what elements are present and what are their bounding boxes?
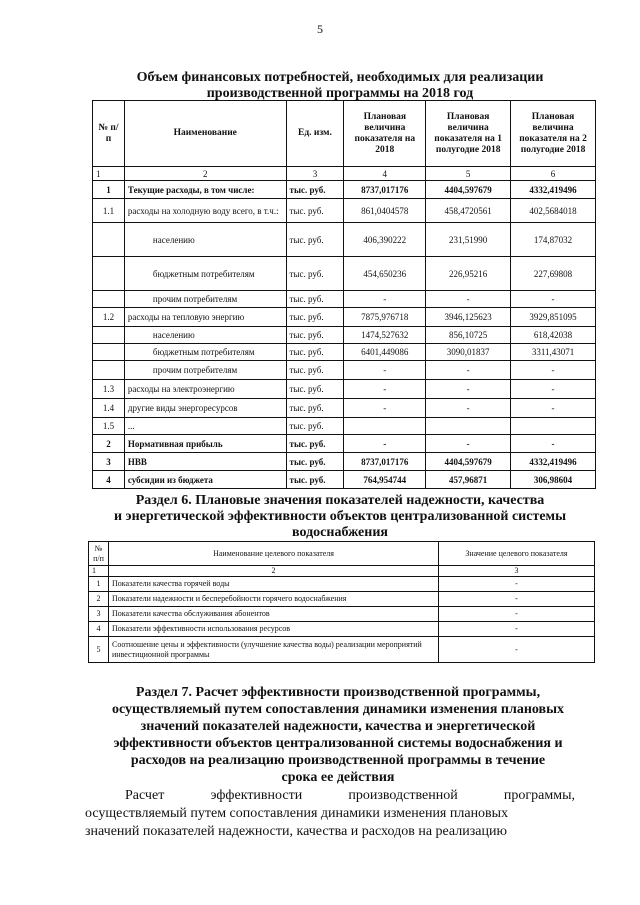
value-h1: 3946,125623 xyxy=(426,308,511,327)
table-row xyxy=(93,453,596,471)
target-indicators-table xyxy=(88,541,595,663)
value-2018: 8737,017176 xyxy=(344,453,426,471)
title-line: осуществляемый путем сопоставления динамики изменения плановых xyxy=(111,702,565,717)
row-unit: тыс. руб. xyxy=(286,453,344,471)
value-h1: 3090,01837 xyxy=(426,344,511,361)
header-cell: Плановая величина показателя на 1 полугодие 2018 xyxy=(426,101,511,167)
table-row xyxy=(93,435,596,453)
row-number: 1.1 xyxy=(93,199,125,223)
row-name: расходы на электроэнергию xyxy=(124,380,286,399)
column-number: 1 xyxy=(89,566,109,577)
value-h1: 856,10725 xyxy=(426,327,511,344)
table-row xyxy=(93,257,596,291)
column-number: 1 xyxy=(93,167,125,181)
row-name: населению xyxy=(124,327,286,344)
row-unit: тыс. руб. xyxy=(286,380,344,399)
title-line: эффективности объектов централизованной системы водоснабжения и xyxy=(113,736,563,751)
table-row xyxy=(93,471,596,489)
indicator-value: - xyxy=(439,592,595,607)
section-6-title xyxy=(85,493,595,541)
title-line: производственной программы на 2018 год xyxy=(206,86,474,101)
row-unit: тыс. руб. xyxy=(286,199,344,223)
section-7-title xyxy=(78,684,598,786)
row-number: 3 xyxy=(89,607,109,622)
value-h2: 4332,419496 xyxy=(511,181,596,199)
title-line: расходов на реализацию производственной программы в течение xyxy=(130,753,546,768)
value-h1: 458,4720561 xyxy=(426,199,511,223)
row-number: 3 xyxy=(93,453,125,471)
value-h1: 457,96871 xyxy=(426,471,511,489)
value-h1: 4404,597679 xyxy=(426,181,511,199)
header-cell: Плановая величина показателя на 2 полугодие 2018 xyxy=(511,101,596,167)
column-number: 3 xyxy=(439,566,595,577)
row-unit: тыс. руб. xyxy=(286,308,344,327)
title-line: значений показателей надежности, качества и энергетической xyxy=(140,719,536,734)
indicator-value: - xyxy=(439,607,595,622)
value-h2: - xyxy=(511,361,596,380)
paragraph-word: производственной xyxy=(348,788,458,803)
row-number xyxy=(93,291,125,308)
paragraph-word: Расчет xyxy=(125,788,165,803)
value-2018: 454,650236 xyxy=(344,257,426,291)
row-number xyxy=(93,344,125,361)
table-row xyxy=(93,308,596,327)
value-h2: 174,87032 xyxy=(511,223,596,257)
page-number: 5 xyxy=(317,22,323,36)
row-number: 4 xyxy=(93,471,125,489)
title-line: срока ее действия xyxy=(281,770,395,785)
value-2018: - xyxy=(344,291,426,308)
row-name: субсидии из бюджета xyxy=(124,471,286,489)
row-unit: тыс. руб. xyxy=(286,181,344,199)
value-2018: 406,390222 xyxy=(344,223,426,257)
value-h2: 3929,851095 xyxy=(511,308,596,327)
indicator-value: - xyxy=(439,577,595,592)
paragraph-word: программы, xyxy=(503,788,575,803)
row-name: расходы на тепловую энергию xyxy=(124,308,286,327)
column-number: 5 xyxy=(426,167,511,181)
row-number xyxy=(93,361,125,380)
row-unit: тыс. руб. xyxy=(286,223,344,257)
column-number-row xyxy=(89,566,595,577)
row-number xyxy=(93,223,125,257)
row-name: НВВ xyxy=(124,453,286,471)
header-cell: Плановая величина показателя на 2018 xyxy=(344,101,426,167)
title-line: Объем финансовых потребностей, необходимых для реализации xyxy=(136,70,544,85)
header-cell: Наименование целевого показателя xyxy=(109,542,439,566)
value-2018: 6401,449086 xyxy=(344,344,426,361)
value-h1: - xyxy=(426,291,511,308)
row-unit: тыс. руб. xyxy=(286,327,344,344)
value-h1: - xyxy=(426,435,511,453)
row-number: 1 xyxy=(93,181,125,199)
value-h2: - xyxy=(511,399,596,418)
row-number: 1.2 xyxy=(93,308,125,327)
title-line: и энергетической эффективности объектов централизованной системы xyxy=(113,509,567,524)
row-name: прочим потребителям xyxy=(124,361,286,380)
value-2018: - xyxy=(344,361,426,380)
value-2018: - xyxy=(344,399,426,418)
column-number: 6 xyxy=(511,167,596,181)
row-name: ... xyxy=(124,418,286,435)
value-h1: 226,95216 xyxy=(426,257,511,291)
table-row xyxy=(89,622,595,637)
body-paragraph xyxy=(85,787,575,841)
row-unit: тыс. руб. xyxy=(286,257,344,291)
table-row xyxy=(89,637,595,663)
indicator-value: - xyxy=(439,622,595,637)
row-unit: тыс. руб. xyxy=(286,471,344,489)
table-row xyxy=(93,418,596,435)
row-number: 5 xyxy=(89,637,109,663)
row-name: Нормативная прибыль xyxy=(124,435,286,453)
value-h2: 306,98604 xyxy=(511,471,596,489)
financial-needs-table xyxy=(92,100,596,489)
value-h2: 402,5684018 xyxy=(511,199,596,223)
row-number: 2 xyxy=(89,592,109,607)
column-number-row xyxy=(93,167,596,181)
value-h2: - xyxy=(511,291,596,308)
indicator-name: Соотношение цены и эффективности (улучшение качества воды) реализации мероприятий инвестиционной программы xyxy=(109,637,439,663)
header-cell: № п/п xyxy=(93,101,125,167)
table-row xyxy=(89,607,595,622)
value-h2 xyxy=(511,418,596,435)
value-h1: 4404,597679 xyxy=(426,453,511,471)
table-header-row xyxy=(93,101,596,167)
row-number: 1.3 xyxy=(93,380,125,399)
row-number: 2 xyxy=(93,435,125,453)
indicator-name: Показатели качества обслуживания абонентов xyxy=(109,607,439,622)
value-h1: - xyxy=(426,380,511,399)
value-2018 xyxy=(344,418,426,435)
row-unit: тыс. руб. xyxy=(286,399,344,418)
column-number: 3 xyxy=(286,167,344,181)
table-row xyxy=(93,344,596,361)
header-cell: № п/п xyxy=(89,542,109,566)
table-row xyxy=(93,291,596,308)
value-2018: 7875,976718 xyxy=(344,308,426,327)
value-h2: 227,69808 xyxy=(511,257,596,291)
table-row xyxy=(93,380,596,399)
value-2018: - xyxy=(344,435,426,453)
paragraph-line: осуществляемый путем сопоставления динамики изменения плановых xyxy=(85,806,509,821)
row-unit: тыс. руб. xyxy=(286,418,344,435)
header-cell: Значение целевого показателя xyxy=(439,542,595,566)
indicator-name: Показатели качества горячей воды xyxy=(109,577,439,592)
title-line: Раздел 6. Плановые значения показателей надежности, качества xyxy=(135,493,545,508)
row-unit: тыс. руб. xyxy=(286,435,344,453)
value-h1: - xyxy=(426,361,511,380)
indicator-name: Показатели надежности и бесперебойности горячего водоснабжения xyxy=(109,592,439,607)
table-row xyxy=(89,577,595,592)
value-h2: 3311,43071 xyxy=(511,344,596,361)
row-number: 1.4 xyxy=(93,399,125,418)
table-row xyxy=(93,199,596,223)
value-h1: 231,51990 xyxy=(426,223,511,257)
row-unit: тыс. руб. xyxy=(286,344,344,361)
header-cell: Ед. изм. xyxy=(286,101,344,167)
row-number: 1.5 xyxy=(93,418,125,435)
value-h2: 618,42038 xyxy=(511,327,596,344)
value-h2: 4332,419496 xyxy=(511,453,596,471)
table-row xyxy=(93,399,596,418)
row-number xyxy=(93,257,125,291)
value-2018: - xyxy=(344,380,426,399)
table-row xyxy=(93,361,596,380)
row-unit: тыс. руб. xyxy=(286,361,344,380)
row-name: прочим потребителям xyxy=(124,291,286,308)
row-number: 4 xyxy=(89,622,109,637)
paragraph-word: эффективности xyxy=(210,788,303,803)
row-unit: тыс. руб. xyxy=(286,291,344,308)
value-2018: 1474,527632 xyxy=(344,327,426,344)
table-header-row xyxy=(89,542,595,566)
row-name: другие виды энергоресурсов xyxy=(124,399,286,418)
value-h2: - xyxy=(511,380,596,399)
table-row xyxy=(93,181,596,199)
row-name: Текущие расходы, в том числе: xyxy=(124,181,286,199)
row-name: бюджетным потребителям xyxy=(124,344,286,361)
row-name: населению xyxy=(124,223,286,257)
table-row xyxy=(93,327,596,344)
row-name: бюджетным потребителям xyxy=(124,257,286,291)
table-row xyxy=(89,592,595,607)
column-number: 2 xyxy=(109,566,439,577)
value-h1: - xyxy=(426,399,511,418)
value-h1 xyxy=(426,418,511,435)
paragraph-line: значений показателей надежности, качества и расходов на реализацию xyxy=(85,824,507,839)
header-cell: Наименование xyxy=(124,101,286,167)
row-number xyxy=(93,327,125,344)
paragraph-first-line xyxy=(85,787,575,805)
indicator-value: - xyxy=(439,637,595,663)
title-line: Раздел 7. Расчет эффективности производственной программы, xyxy=(135,685,541,700)
value-2018: 764,954744 xyxy=(344,471,426,489)
indicator-name: Показатели эффективности использования ресурсов xyxy=(109,622,439,637)
row-number: 1 xyxy=(89,577,109,592)
value-h2: - xyxy=(511,435,596,453)
financial-needs-title xyxy=(90,70,590,102)
value-2018: 861,0404578 xyxy=(344,199,426,223)
value-2018: 8737,017176 xyxy=(344,181,426,199)
title-line: водоснабжения xyxy=(292,525,388,540)
table-row xyxy=(93,223,596,257)
column-number: 4 xyxy=(344,167,426,181)
row-name: расходы на холодную воду всего, в т.ч.: xyxy=(124,199,286,223)
column-number: 2 xyxy=(124,167,286,181)
